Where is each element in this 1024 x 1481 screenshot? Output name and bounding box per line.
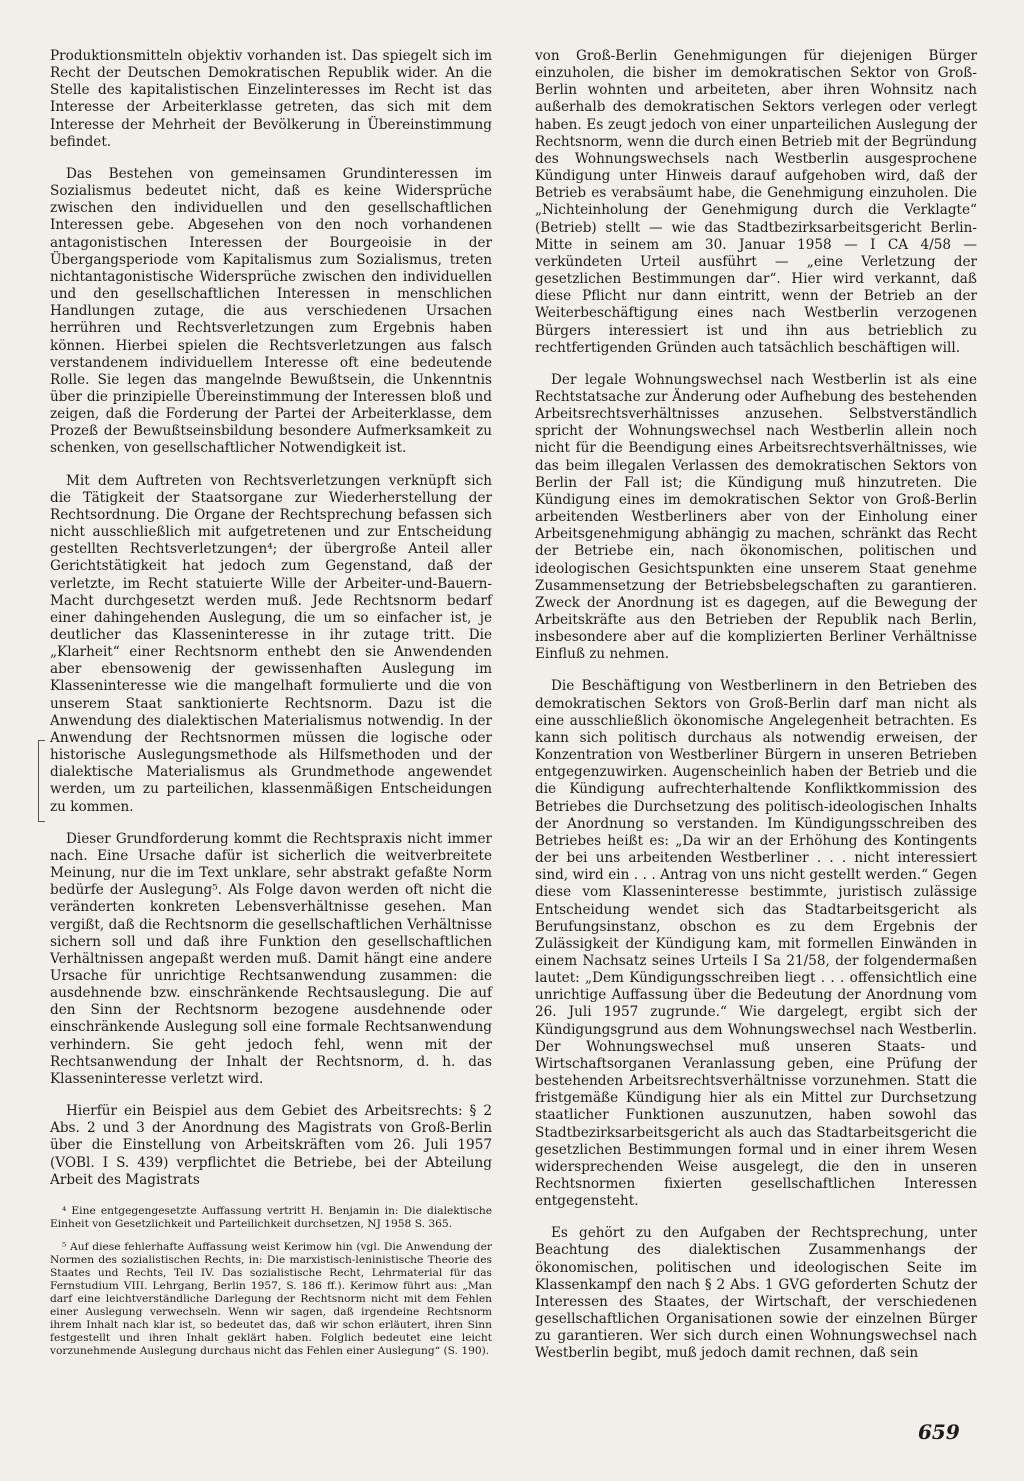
- paragraph: von Groß-Berlin Genehmigungen für diejenigen Bürger einzuholen, die bisher im demokratischen Sektor von Groß-Berlin wohnten und arbeiteten, aber ihren Wohnsitz nach außerhalb des demokratischen Sektors verlegen oder verlegt haben. Es zeugt jedoch von einer unparteilichen Auslegung der Rechtsnorm, wenn die durch einen Betrieb mit der Begründung des Wohnungswechsels nach Westberlin ausgesprochene Kündigung unter Hinweis darauf aufgehoben wird, daß der Betrieb es verabsäumt habe, die Genehmigung einzuholen. Die „Nichteinholung der Genehmigung durch die Verklagte“ (Betrieb) stellt — wie das Stadtbezirksarbeitsgericht Berlin-Mitte in seinem am 30. Januar 1958 — I CA 4/58 — verkündeten Urteil ausführt — „eine Verletzung der gesetzlichen Bestimmungen dar“. Hier wird verkannt, daß diese Pflicht nur dann eintritt, wenn der Betrieb an der Weiterbeschäftigung eines nach Westberlin verzogenen Bürgers interessiert ist und ihn aus betrieblich zu rechtfertigenden Gründen auch tatsächlich beschäftigen will.: [535, 48, 977, 356]
- paragraph: Dieser Grundforderung kommt die Rechtspraxis nicht immer nach. Eine Ursache dafür ist sicherlich die weitverbreitete Meinung, nur die im Text unklare, sehr abstrakt gefaßte Norm bedürfe der Auslegung⁵. Als Folge davon werden oft nicht die veränderten konkreten Lebensverhältnisse gesehen. Man vergißt, daß die Rechtsnorm die gesellschaftlichen Verhältnisse sichern soll und daß ihre Funktion den gesellschaftlichen Verhältnissen angepaßt werden muß. Damit hängt eine andere Ursache für unrichtige Rechtsanwendung zusammen: die ausdehnende bzw. einschränkende Rechtsauslegung. Die auf den Sinn der Rechtsnorm bezogene ausdehnende oder einschränkende Auslegung soll eine formale Rechtsanwendung verhindern. Sie geht jedoch fehl, wenn mit der Rechtsanwendung der Inhalt der Rechtsnorm, d. h. das Klasseninteresse verletzt wird.: [50, 830, 492, 1087]
- page-number: 659: [918, 1420, 960, 1444]
- paragraph: Hierfür ein Beispiel aus dem Gebiet des Arbeitsrechts: § 2 Abs. 2 und 3 der Anordnung des Magistrats von Groß-Berlin über die Einstellung von Arbeitskräften vom 26. Juli 1957 (VOBl. I S. 439) verpflichtet die Betriebe, bei der Abteilung Arbeit des Magistrats: [50, 1103, 492, 1188]
- paragraph: Der legale Wohnungswechsel nach Westberlin ist als eine Rechtstatsache zur Änderung oder Aufhebung des bestehenden Arbeitsrechtsverhältnisses anzusehen. Selbstverständlich spricht der Wohnungswechsel nach Westberlin allein noch nicht für die Beendigung eines Arbeitsrechtsverhältnisses, wie das beim illegalen Verlassen des demokratischen Sektors von Berlin der Fall ist; die Kündigung muß hinzutreten. Die Kündigung eines im demokratischen Sektor von Groß-Berlin arbeitenden Westberliners aber von der Einholung einer Arbeitsgenehmigung abhängig zu machen, schränkt das Recht der Betriebe ein, nach ökonomischen, politischen und ideologischen Gesichtspunkten eine unserem Staat genehme Zusammensetzung der Betriebsbelegschaften zu garantieren. Zweck der Anordnung ist es dagegen, auf die Bewegung der Arbeitskräfte aus den Betrieben der Republik nach Berlin, insbesondere aber auf die komplizierten Berliner Verhältnisse Einfluß zu nehmen.: [535, 371, 977, 663]
- footnotes: [50, 1204, 492, 1358]
- footnote: ⁵ Auf diese fehlerhafte Auffassung weist Kerimow hin (vgl. Die Anwendung der Normen des sozialistischen Rechts, in: Die marxistisch-leninistische Theorie des Staates und Rechts, Teil IV. Das sozialistische Recht, Lehrmaterial für das Fernstudium VIII. Lehrgang, Berlin 1957, S. 186 ff.). Kerimow führt aus: „Man darf eine leichtverständliche Darlegung der Rechtsnorm nicht mit dem Fehlen einer Auslegung verwechseln. Wenn wir sagen, daß irgendeine Rechtsnorm ihrem Inhalt nach klar ist, so bedeutet das, daß wir schon erläutert, ihren Sinn festgestellt und ihren Inhalt geklärt haben. Folglich bedeutet eine leicht vorzunehmende Auslegung durchaus nicht das Fehlen einer Auslegung“ (S. 190).: [50, 1239, 492, 1358]
- footnote: ⁴ Eine entgegengesetzte Auffassung vertritt H. Benjamin in: Die dialektische Einheit von Gesetzlichkeit und Parteilichkeit durchsetzen, NJ 1958 S. 365.: [50, 1203, 492, 1230]
- left-column: [50, 48, 492, 1368]
- paragraph: Es gehört zu den Aufgaben der Rechtsprechung, unter Beachtung des dialektischen Zusammenhangs der ökonomischen, politischen und ideologischen Seite im Klassenkampf den nach § 2 Abs. 1 GVG geforderten Schutz der Interessen des Staates, der Wirtschaft, der verschiedenen gesellschaftlichen Organisationen sowie der einzelnen Bürger zu garantieren. Wer sich durch einen Wohnungswechsel nach Westberlin begibt, muß jedoch damit rechnen, daß sein: [535, 1225, 977, 1362]
- paragraph: Das Bestehen von gemeinsamen Grundinteressen im Sozialismus bedeutet nicht, daß es keine Widersprüche zwischen den individuellen und den gesellschaftlichen Interessen gebe. Abgesehen von den noch vorhandenen antagonistischen Interessen der Bourgeoisie in der Übergangsperiode vom Kapitalismus zum Sozialismus, treten nichtantagonistische Widersprüche zwischen den individuellen und den gesellschaftlichen Interessen in menschlichen Handlungen zutage, die aus verschiedenen Ursachen herrühren und Rechtsverletzungen zum Ergebnis haben können. Hierbei spielen die Rechtsverletzungen aus falsch verstandenem individuellem Interesse oft eine bedeutende Rolle. Sie legen das mangelnde Bewußtsein, die Unkenntnis über die prinzipielle Übereinstimmung der Interessen bloß und zeigen, daß die Forderung der Partei der Arbeiterklasse, dem Prozeß der Bewußtseinsbildung besondere Aufmerksamkeit zu schenken, von gesellschaftlicher Notwendigkeit ist.: [50, 165, 492, 457]
- right-column: [535, 48, 977, 1378]
- paragraph: Mit dem Auftreten von Rechtsverletzungen verknüpft sich die Tätigkeit der Staatsorgane zur Wiederherstellung der Rechtsordnung. Die Organe der Rechtsprechung befassen sich nicht ausschließlich mit aufgetretenen und zur Entscheidung gestellten Rechtsverletzungen⁴; der übergroße Anteil aller Gerichtstätigkeit hat jedoch zum Gegenstand, daß der verletzte, im Recht statuierte Wille der Arbeiter-und-Bauern-Macht durchgesetzt werden muß. Jede Rechtsnorm bedarf einer dahingehenden Auslegung, die um so einfacher ist, je deutlicher das Klasseninteresse in ihr zutage tritt. Die „Klarheit“ einer Rechtsnorm enthebt den sie Anwendenden aber ebensowenig der gewissenhaften Auslegung im Klasseninteresse wie die mangelhaft formulierte und die von unserem Staat sanktionierte Rechtsnorm. Dazu ist die Anwendung des dialektischen Materialismus notwendig. In der Anwendung der Rechtsnormen müssen die logische oder historische Auslegungsmethode als Hilfsmethoden und der dialektische Materialismus als Grundmethode angewendet werden, um zu parteilichen, klassenmäßigen Entscheidungen zu kommen.: [50, 472, 492, 815]
- margin-pencil-mark: [38, 740, 45, 822]
- paragraph: Die Beschäftigung von Westberlinern in den Betrieben des demokratischen Sektors von Groß-Berlin darf man nicht als eine ausschließlich ökonomische Angelegenheit betrachten. Es kann sich politisch durchaus als notwendig erweisen, der Konzentration von Westberliner Bürgern in unseren Betrieben entgegenzuwirken. Augenscheinlich haben der Betrieb und die die Kündigung aufrechterhaltende Konfliktkommission des Betriebes die Durchsetzung des politisch-ideologischen Inhalts der Anordnung so verstanden. Im Kündigungsschreiben des Betriebes heißt es: „Da wir an der Erhöhung des Kontingents der bei uns arbeitenden Westberliner . . . nicht interessiert sind, wird ein . . . Antrag von uns nicht gestellt werden.“ Gegen diese vom Klasseninteresse bestimmte, juristisch zulässige Entscheidung wendet sich das Stadtarbeitsgericht als Berufungsinstanz, obschon es zu dem Ergebnis der Zulässigkeit der Kündigung kam, mit formellen Einwänden in einem Nachsatz seines Urteils I Sa 21/58, der folgendermaßen lautet: „Dem Kündigungsschreiben liegt . . . offensichtlich eine unrichtige Auffassung über die Bedeutung der Anordnung vom 26. Juli 1957 zugrunde.“ Wie dargelegt, ergibt sich der Kündigungsgrund aus dem Wohnungswechsel nach Westberlin. Der Wohnungswechsel muß unseren Staats- und Wirtschaftsorganen Veranlassung geben, eine Prüfung der bestehenden Arbeitsrechtsverhältnisse vorzunehmen. Statt die fristgemäße Kündigung hier als ein Mittel zur Durchsetzung staatlicher Funktionen auszunutzen, haben sowohl das Stadtbezirksarbeitsgericht als auch das Stadtarbeitsgericht die gesetzlichen Bestimmungen formal und in einer ihrem Wesen widersprechenden Weise ausgelegt, die den in unseren Rechtsnormen fixierten gesellschaftlichen Interessen entgegensteht.: [535, 678, 977, 1210]
- paragraph: Produktionsmitteln objektiv vorhanden ist. Das spiegelt sich im Recht der Deutschen Demokratischen Republik wider. An die Stelle des kapitalistischen Einzelinteresses im Recht ist das Interesse der Arbeiterklasse getreten, das sich mit dem Interesse der Mehrheit der Bevölkerung in Übereinstimmung befindet.: [50, 48, 492, 150]
